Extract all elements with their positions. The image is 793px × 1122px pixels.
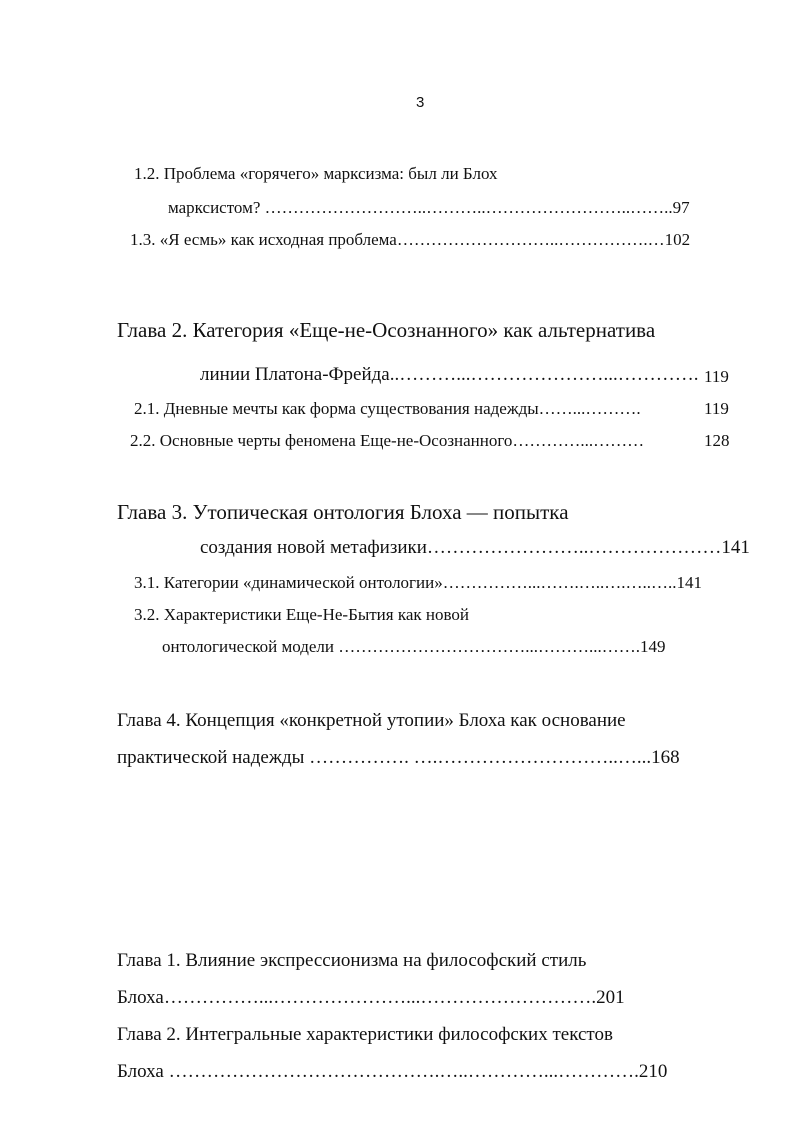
toc-chapter-4-line2: практической надежды ……………. ….………………………..…...168 <box>117 747 680 768</box>
toc-section3-chapter-2-line1: Глава 2. Интегральные характеристики философских текстов <box>117 1024 613 1045</box>
toc-entry-2-1: 2.1. Дневные мечты как форма существования надежды……...………. <box>134 399 641 418</box>
toc-entry-2-1-page: 119 <box>704 399 729 418</box>
toc-chapter-2-page: 119 <box>704 367 729 386</box>
toc-section3-chapter-1-line1: Глава 1. Влияние экспрессионизма на философский стиль <box>117 950 587 971</box>
toc-entry-3-1: 3.1. Категории «динамической онтологии»……………...…….…..….…..…..141 <box>134 573 702 592</box>
toc-chapter-4-line1: Глава 4. Концепция «конкретной утопии» Блоха как основание <box>117 710 626 731</box>
toc-entry-1-3: 1.3. «Я есмь» как исходная проблема………………………..…………….…102 <box>130 230 691 249</box>
toc-chapter-3-line1: Глава 3. Утопическая онтология Блоха — попытка <box>117 500 569 524</box>
toc-entry-2-2: 2.2. Основные черты феномена Еще-не-Осознанного…………...……… <box>130 431 645 450</box>
toc-chapter-2-line1: Глава 2. Категория «Еще-не-Осознанного» как альтернатива <box>117 318 656 342</box>
toc-chapter-2-line2: линии Платона-Фрейда..………...…………………...…………. <box>200 364 699 385</box>
toc-entry-2-2-page: 128 <box>704 431 730 450</box>
toc-entry-3-2-line2: онтологической модели ……………………………...………...…….149 <box>162 637 666 656</box>
toc-section3-chapter-2-line2: Блоха …………………………………….…..…………...………….210 <box>117 1061 668 1082</box>
page-number: 3 <box>416 94 425 111</box>
toc-entry-1-2-line2: марксистом? ………………………..………..……………………..……..97 <box>168 198 690 217</box>
toc-section3-chapter-1-line2: Блоха……………...…………………...……………………….201 <box>117 987 625 1008</box>
toc-chapter-3-line2: создания новой метафизики……………………..…………………141 <box>200 537 750 558</box>
toc-entry-1-2-line1: 1.2. Проблема «горячего» марксизма: был ли Блох <box>134 164 498 183</box>
toc-entry-3-2-line1: 3.2. Характеристики Еще-Не-Бытия как новой <box>134 605 470 624</box>
